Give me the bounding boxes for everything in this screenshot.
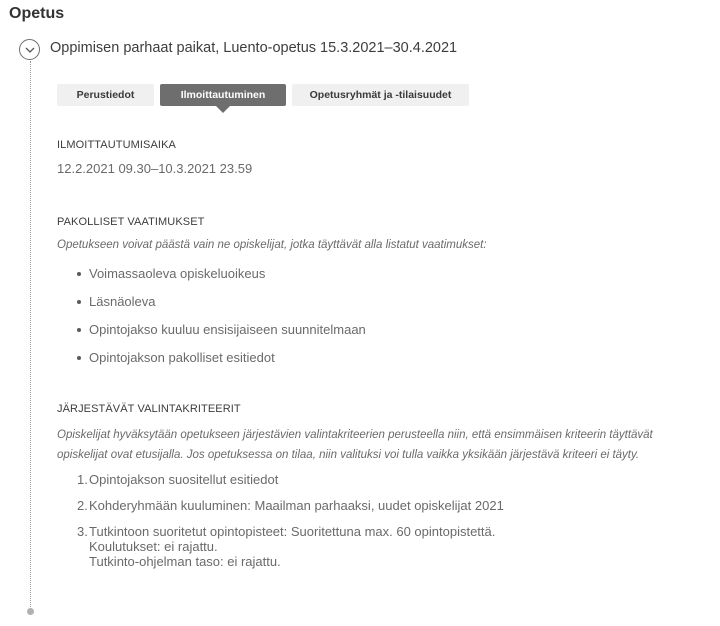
criteria-intro-line-1: Opiskelijat hyväksytään opetukseen järjestävien valintakriteerien perusteella niin, että ensimmäisen kriteerin täyttävät <box>57 429 653 441</box>
chevron-down-icon <box>25 47 35 53</box>
item-number: 3. <box>77 524 88 539</box>
list-item: Voimassaoleva opiskeluoikeus <box>77 265 366 293</box>
list-item <box>77 498 504 513</box>
criteria-list <box>57 472 504 580</box>
criteria-intro-line-2: opiskelijat ovat etusijalla. Jos opetuksessa on tilaa, niin valituksi voi tulla vaikka yksikään järjestävä kriteeri ei täyty. <box>57 449 640 461</box>
tab-opetusryhmat[interactable]: Opetusryhmät ja -tilaisuudet <box>292 84 469 106</box>
requirements-label: PAKOLLISET VAATIMUKSET <box>57 216 205 228</box>
item-number: 1. <box>77 472 88 487</box>
item-number: 2. <box>77 498 88 513</box>
timeline-end-dot <box>27 608 34 615</box>
item-text: Tutkinto-ohjelman taso: ei rajattu. <box>89 554 281 569</box>
list-item <box>77 524 504 569</box>
requirements-list <box>57 265 366 377</box>
page-title: Opetus <box>9 5 65 22</box>
list-item: Opintojakson pakolliset esitiedot <box>77 349 366 377</box>
list-item <box>77 472 504 487</box>
criteria-label: JÄRJESTÄVÄT VALINTAKRITEERIT <box>57 403 241 415</box>
collapse-toggle-button[interactable] <box>19 39 40 60</box>
timeline-line <box>30 61 31 611</box>
item-text: Opintojakson suositellut esitiedot <box>89 472 279 487</box>
list-item: Läsnäoleva <box>77 293 366 321</box>
item-text: Koulutukset: ei rajattu. <box>89 539 218 554</box>
tab-perustiedot[interactable]: Perustiedot <box>57 84 154 106</box>
item-text: Tutkintoon suoritetut opintopisteet: Suoritettuna max. 60 opintopistettä. <box>89 524 496 539</box>
requirements-intro: Opetukseen voivat päästä vain ne opiskelijat, jotka täyttävät alla listatut vaatimukset: <box>57 239 487 251</box>
item-text: Kohderyhmään kuuluminen: Maailman parhaaksi, uudet opiskelijat 2021 <box>89 498 504 513</box>
list-item: Opintojakso kuuluu ensisijaiseen suunnitelmaan <box>77 321 366 349</box>
registration-value: 12.2.2021 09.30–10.3.2021 23.59 <box>57 161 253 176</box>
tab-bar <box>57 84 469 106</box>
section-header[interactable]: Oppimisen parhaat paikat, Luento-opetus 15.3.2021–30.4.2021 <box>50 40 458 56</box>
tab-ilmoittautuminen[interactable]: Ilmoittautuminen <box>160 84 286 106</box>
registration-label: ILMOITTAUTUMISAIKA <box>57 139 176 151</box>
